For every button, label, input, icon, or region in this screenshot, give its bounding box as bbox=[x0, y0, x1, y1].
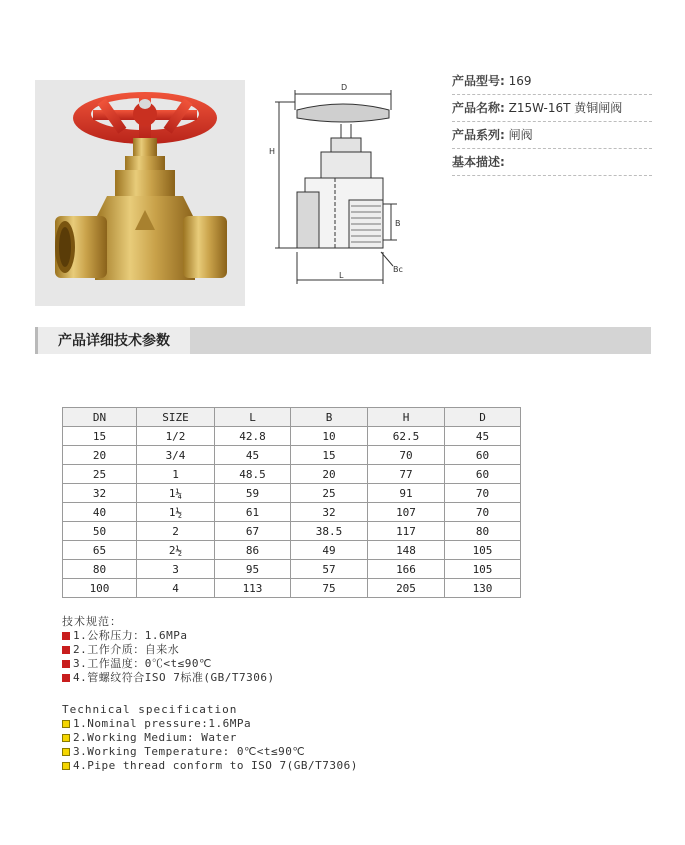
dim-label-h: H bbox=[269, 147, 276, 156]
dim-label-bc: Bc bbox=[393, 265, 403, 274]
cell-dn: 15 bbox=[63, 427, 137, 446]
spec-en-text: 1.Nominal pressure:1.6MPa bbox=[73, 717, 252, 730]
cell-b: 25 bbox=[291, 484, 368, 503]
spec-en-item bbox=[62, 731, 358, 745]
cell-h: 148 bbox=[368, 541, 445, 560]
cell-h: 70 bbox=[368, 446, 445, 465]
spec-en-item bbox=[62, 745, 358, 759]
cell-dn: 80 bbox=[63, 560, 137, 579]
cell-b: 32 bbox=[291, 503, 368, 522]
spec-en-item bbox=[62, 717, 358, 731]
cell-size: 3/4 bbox=[137, 446, 215, 465]
cell-size: 1½ bbox=[137, 503, 215, 522]
product-name-value: Z15W-16T 黄铜闸阀 bbox=[508, 101, 623, 115]
red-square-icon bbox=[62, 646, 70, 654]
cell-dn: 40 bbox=[63, 503, 137, 522]
cell-d: 70 bbox=[445, 503, 521, 522]
cell-h: 62.5 bbox=[368, 427, 445, 446]
red-square-icon bbox=[62, 660, 70, 668]
spec-cn-text: 1.公称压力：1.6MPa bbox=[73, 629, 188, 642]
gate-valve-image bbox=[35, 80, 245, 306]
product-model-value: 169 bbox=[508, 74, 532, 88]
dim-label-d: D bbox=[341, 83, 348, 92]
cell-b: 15 bbox=[291, 446, 368, 465]
cell-h: 77 bbox=[368, 465, 445, 484]
cell-b: 38.5 bbox=[291, 522, 368, 541]
spec-en-text: 4.Pipe thread conform to ISO 7(GB/T7306) bbox=[73, 759, 358, 772]
spec-cn-item bbox=[62, 671, 275, 685]
spec-cn-item bbox=[62, 657, 275, 671]
table-row bbox=[63, 427, 521, 446]
cell-dn: 25 bbox=[63, 465, 137, 484]
cell-d: 130 bbox=[445, 579, 521, 598]
cell-d: 60 bbox=[445, 446, 521, 465]
cell-size: 1/2 bbox=[137, 427, 215, 446]
product-info bbox=[452, 68, 652, 176]
spec-cn-text: 4.管螺纹符合ISO 7标准(GB/T7306) bbox=[73, 671, 275, 684]
cell-size: 2½ bbox=[137, 541, 215, 560]
section-tab bbox=[35, 327, 190, 354]
table-row bbox=[63, 484, 521, 503]
cell-b: 57 bbox=[291, 560, 368, 579]
table-row bbox=[63, 541, 521, 560]
spec-cn-item bbox=[62, 629, 275, 643]
cell-l: 61 bbox=[215, 503, 291, 522]
yellow-square-icon bbox=[62, 720, 70, 728]
technical-drawing bbox=[265, 80, 425, 290]
column-header-l: L bbox=[215, 408, 291, 427]
column-header-dn: DN bbox=[63, 408, 137, 427]
dimension-table bbox=[62, 407, 521, 598]
red-square-icon bbox=[62, 632, 70, 640]
cell-dn: 100 bbox=[63, 579, 137, 598]
column-header-d: D bbox=[445, 408, 521, 427]
cell-dn: 50 bbox=[63, 522, 137, 541]
product-desc-label: 基本描述: bbox=[452, 155, 505, 169]
cell-d: 80 bbox=[445, 522, 521, 541]
column-header-h: H bbox=[368, 408, 445, 427]
cell-dn: 65 bbox=[63, 541, 137, 560]
table-row bbox=[63, 465, 521, 484]
dim-label-l: L bbox=[339, 271, 344, 280]
cell-h: 107 bbox=[368, 503, 445, 522]
cell-h: 166 bbox=[368, 560, 445, 579]
cell-b: 49 bbox=[291, 541, 368, 560]
table-header-row bbox=[63, 408, 521, 427]
red-square-icon bbox=[62, 674, 70, 682]
table-row bbox=[63, 446, 521, 465]
spec-cn-text: 3.工作温度：0℃<t≤90℃ bbox=[73, 657, 212, 670]
cell-l: 42.8 bbox=[215, 427, 291, 446]
dim-label-b: B bbox=[395, 219, 401, 228]
product-desc-row bbox=[452, 149, 652, 176]
cell-b: 75 bbox=[291, 579, 368, 598]
cell-l: 59 bbox=[215, 484, 291, 503]
cell-d: 70 bbox=[445, 484, 521, 503]
product-name-row bbox=[452, 95, 652, 122]
cell-b: 20 bbox=[291, 465, 368, 484]
cell-size: 2 bbox=[137, 522, 215, 541]
cell-h: 91 bbox=[368, 484, 445, 503]
spec-cn-item bbox=[62, 643, 275, 657]
product-name-label: 产品名称: bbox=[452, 101, 505, 115]
cell-dn: 32 bbox=[63, 484, 137, 503]
cell-d: 45 bbox=[445, 427, 521, 446]
cell-size: 3 bbox=[137, 560, 215, 579]
cell-d: 60 bbox=[445, 465, 521, 484]
cell-size: 4 bbox=[137, 579, 215, 598]
product-photo bbox=[35, 80, 245, 306]
cell-h: 205 bbox=[368, 579, 445, 598]
cell-d: 105 bbox=[445, 541, 521, 560]
cell-dn: 20 bbox=[63, 446, 137, 465]
spec-cn bbox=[62, 614, 275, 685]
spec-en-text: 3.Working Temperature: 0℃<t≤90℃ bbox=[73, 745, 306, 758]
spec-en-text: 2.Working Medium: Water bbox=[73, 731, 237, 744]
cell-l: 67 bbox=[215, 522, 291, 541]
spec-en-heading: Technical specification bbox=[62, 703, 238, 716]
cell-l: 86 bbox=[215, 541, 291, 560]
spec-cn-text: 2.工作介质：自来水 bbox=[73, 643, 180, 656]
column-header-size: SIZE bbox=[137, 408, 215, 427]
cell-size: 1¼ bbox=[137, 484, 215, 503]
table-row bbox=[63, 560, 521, 579]
cell-b: 10 bbox=[291, 427, 368, 446]
product-series-value: 闸阀 bbox=[508, 128, 533, 142]
yellow-square-icon bbox=[62, 734, 70, 742]
yellow-square-icon bbox=[62, 762, 70, 770]
spec-en-item bbox=[62, 759, 358, 773]
product-model-row bbox=[452, 68, 652, 95]
product-series-label: 产品系列: bbox=[452, 128, 505, 142]
spec-cn-heading: 技术规范： bbox=[62, 615, 122, 628]
table-row bbox=[63, 579, 521, 598]
table-row bbox=[63, 503, 521, 522]
yellow-square-icon bbox=[62, 748, 70, 756]
cell-l: 95 bbox=[215, 560, 291, 579]
product-series-row bbox=[452, 122, 652, 149]
section-header bbox=[35, 327, 651, 354]
spec-en bbox=[62, 702, 358, 773]
cell-l: 113 bbox=[215, 579, 291, 598]
cell-h: 117 bbox=[368, 522, 445, 541]
cell-l: 45 bbox=[215, 446, 291, 465]
product-model-label: 产品型号: bbox=[452, 74, 505, 88]
cell-size: 1 bbox=[137, 465, 215, 484]
table-row bbox=[63, 522, 521, 541]
section-title: 产品详细技术参数 bbox=[58, 333, 170, 349]
cell-d: 105 bbox=[445, 560, 521, 579]
column-header-b: B bbox=[291, 408, 368, 427]
cell-l: 48.5 bbox=[215, 465, 291, 484]
